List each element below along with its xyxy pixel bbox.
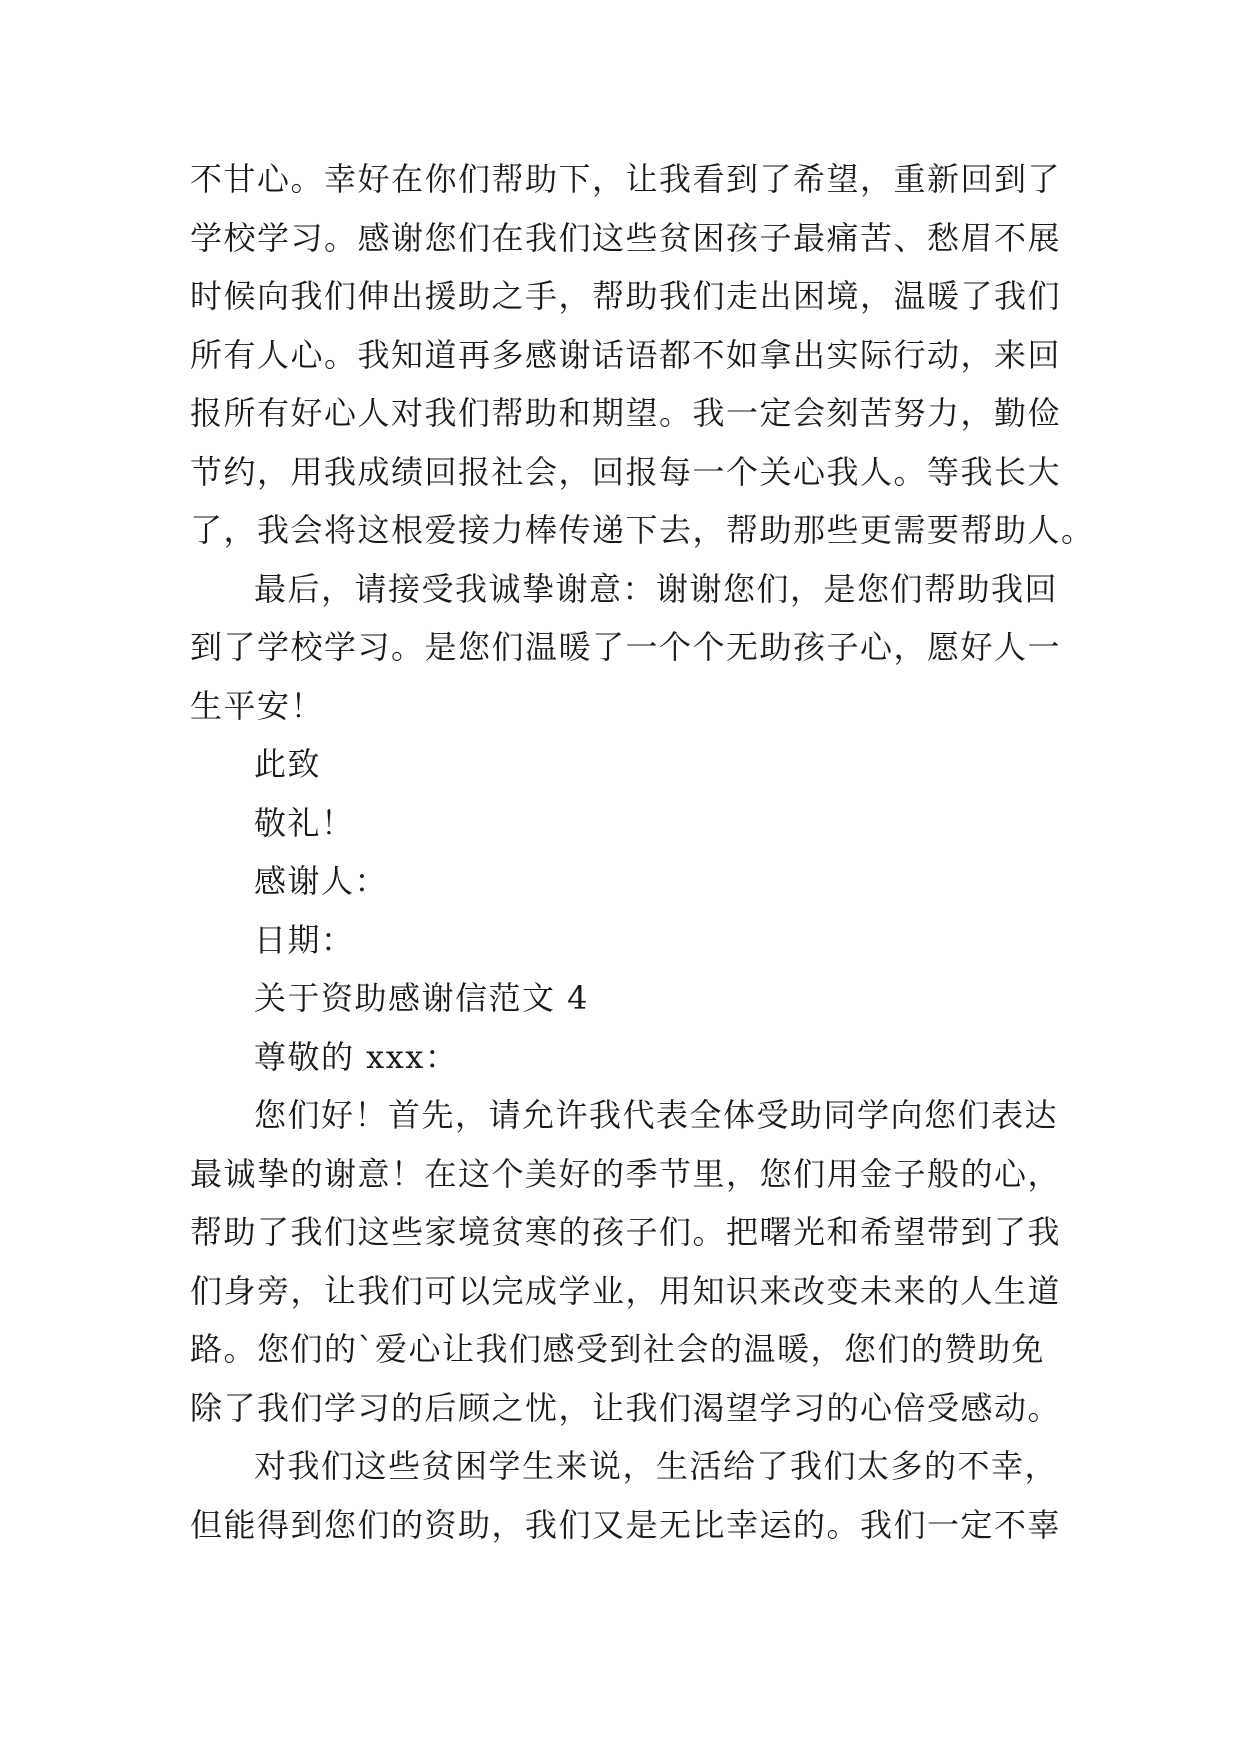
text-line: 您们好！首先，请允许我代表全体受助同学向您们表达	[254, 1096, 1059, 1134]
text-line: 时候向我们伸出援助之手，帮助我们走出困境，温暖了我们	[190, 277, 1062, 315]
text-line: 最后，请接受我诚挚谢意：谢谢您们，是您们帮助我回	[254, 569, 1059, 608]
text-line: 对我们这些贫困学生来说，生活给了我们太多的不幸，	[254, 1447, 1059, 1485]
text-line: 此致	[254, 745, 322, 783]
text-line: 尊敬的 xxx：	[254, 1037, 459, 1076]
text-line: 但能得到您们的资助，我们又是无比幸运的。我们一定不辜	[190, 1505, 1062, 1544]
text-line: 关于资助感谢信范文 4	[254, 979, 590, 1017]
text-line: 敬礼！	[254, 803, 355, 842]
text-line: 感谢人：	[254, 862, 389, 900]
text-line: 不甘心。幸好在你们帮助下，让我看到了希望，重新回到了	[190, 160, 1062, 198]
text-line: 日期：	[254, 920, 355, 959]
text-line: 最诚挚的谢意！在这个美好的季节里，您们用金子般的心，	[190, 1154, 1062, 1193]
letter-body	[190, 150, 1095, 1554]
text-line: 所有人心。我知道再多感谢话语都不如拿出实际行动，来回	[190, 335, 1062, 374]
text-line: 们身旁，让我们可以完成学业，用知识来改变未来的人生道	[190, 1271, 1062, 1310]
text-line: 帮助了我们这些家境贫寒的孩子们。把曙光和希望带到了我	[190, 1213, 1062, 1251]
text-line: 除了我们学习的后顾之忧，让我们渴望学习的心倍受感动。	[190, 1388, 1062, 1427]
text-line: 生平安！	[190, 686, 325, 725]
text-line: 了，我会将这根爱接力棒传递下去，帮助那些更需要帮助人。	[190, 511, 1095, 549]
text-line: 报所有好心人对我们帮助和期望。我一定会刻苦努力，勤俭	[190, 394, 1062, 432]
text-line: 到了学校学习。是您们温暖了一个个无助孩子心，愿好人一	[190, 628, 1062, 666]
text-line: 节约，用我成绩回报社会，回报每一个关心我人。等我长大	[190, 452, 1062, 491]
text-line: 学校学习。感谢您们在我们这些贫困孩子最痛苦、愁眉不展	[190, 218, 1062, 257]
text-line: 路。您们的`爱心让我们感受到社会的温暖，您们的赞助免	[190, 1330, 1046, 1368]
